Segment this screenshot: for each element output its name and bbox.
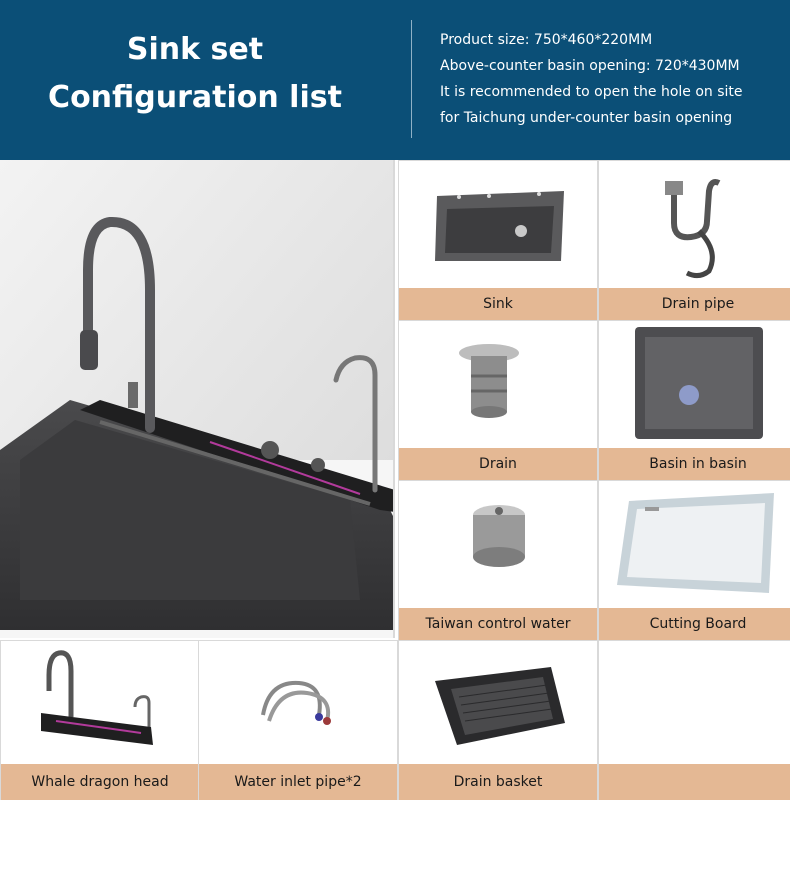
taiwan-control-water-label: Taiwan control water: [399, 608, 597, 640]
basin-in-basin-label: Basin in basin: [599, 448, 790, 480]
title-line-1: Sink set: [126, 32, 264, 67]
item-basin-in-basin: [598, 320, 790, 480]
small-basin-icon: [599, 321, 790, 445]
title-line-2: Configuration list: [48, 80, 342, 115]
drain-strainer-icon: [399, 321, 597, 445]
cutting-board-label: Cutting Board: [599, 608, 790, 640]
item-empty: [598, 640, 790, 800]
spec-line-4: for Taichung under-counter basin opening: [440, 110, 733, 126]
drain-basket-label: Drain basket: [399, 764, 597, 800]
drain-label: Drain: [399, 448, 597, 480]
item-whale-dragon-head: [0, 640, 200, 800]
whale-dragon-head-label: Whale dragon head: [1, 764, 199, 800]
drain-pipe-label: Drain pipe: [599, 288, 790, 320]
item-drain: [398, 320, 598, 480]
basket-icon: [399, 641, 597, 765]
hose-icon: [199, 641, 397, 765]
item-sink: [398, 160, 598, 320]
water-inlet-pipe-label: Water inlet pipe*2: [199, 764, 397, 800]
spec-line-3: It is recommended to open the hole on site: [440, 84, 743, 100]
drain-pipe-icon: [599, 161, 790, 285]
hero-sink-image: [0, 160, 395, 638]
item-cutting-board: [598, 480, 790, 640]
spec-line-2: Above-counter basin opening: 720*430MM: [440, 58, 740, 74]
cutting-board-icon: [599, 481, 790, 605]
sink-label: Sink: [399, 288, 597, 320]
header-divider: [411, 20, 412, 138]
empty-caption-bar: [599, 764, 790, 800]
item-drain-pipe: [598, 160, 790, 320]
item-water-inlet-pipe: [198, 640, 398, 800]
item-taiwan-control-water: [398, 480, 598, 640]
sink-icon: [399, 161, 597, 285]
control-knob-icon: [399, 481, 597, 605]
faucet-set-icon: [1, 641, 199, 765]
item-drain-basket: [398, 640, 598, 800]
spec-line-1: Product size: 750*460*220MM: [440, 32, 653, 48]
header-banner: [0, 0, 790, 160]
